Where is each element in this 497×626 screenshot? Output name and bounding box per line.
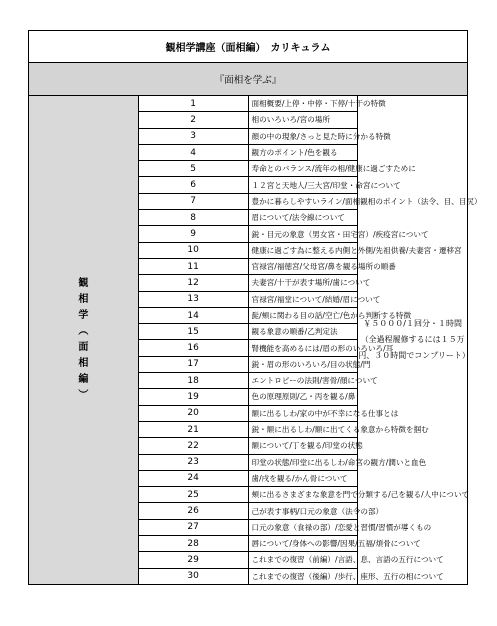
lesson-topic: これまでの復習（前編）/言語、息、言語の五行について [248,552,358,568]
lesson-topic: 官禄宮/福徳宮/父母宮/鼻を観る場所の順番 [248,258,358,274]
curriculum-table [28,30,482,585]
page-title: 観相学講座（面相編） カリキュラム [29,31,468,63]
lesson-number: 9 [138,226,248,242]
lesson-topic: 鋭・眉の形のいろいろ/目の状態/門 [248,356,358,372]
lesson-number: 26 [138,503,248,519]
table-row [29,96,468,112]
lesson-topic: エントロピーの法則/害骨/顔について [248,373,358,389]
lesson-number: 4 [138,144,248,160]
lesson-number: 7 [138,193,248,209]
lesson-topic: 頬に出るさまざまな象意を門で分類する/己を観る/人中について [248,487,358,503]
lesson-number: 29 [138,552,248,568]
lesson-topic: 夫妻宮/十干が表す場所/歯について [248,275,358,291]
lesson-number: 10 [138,242,248,258]
lesson-number: 12 [138,275,248,291]
lesson-topic: 寿命とのバランス/流年の相/健康に過ごすために [248,161,358,177]
lesson-topic: 観る象意の順番/乙判定法 [248,324,358,340]
lesson-topic: これまでの復習（後編）/歩行、座形、五行の相について [248,568,358,584]
lesson-topic: 額について/丁を観る/印堂の状態 [248,438,358,454]
lesson-topic: 印堂の状態/印堂に出るしわ/命宮の観方/潤いと血色 [248,454,358,470]
lesson-topic: 相のいろいろ/宮の場所 [248,112,358,128]
lesson-number: 23 [138,454,248,470]
category-char: ︶ [78,389,89,401]
lesson-topic: 眉について/法令線について [248,210,358,226]
lesson-number: 17 [138,356,248,372]
lesson-number: 13 [138,291,248,307]
lesson-topic: １２宮と天地人/三大宮/印堂・命宮について [248,177,358,193]
lesson-topic: 豊かに暮らしやすいライン/面相観相のポイント（法令、目、目尻） [248,193,358,209]
category-char: 面 [78,341,89,353]
category-char: 学 [78,309,89,321]
lesson-topic: 顔の中の現象/さっと見た時に分かる特徴 [248,128,358,144]
lesson-topic: 額に出るしわ/家の中が不幸になる仕事とは [248,405,358,421]
lesson-topic: 腎機能を高めるには/眉の形のいろいろ/耳 [248,340,358,356]
lesson-topic: 健康に過ごす為に整える内側と外側/先祖供養/夫妻宮・遷移宮 [248,242,358,258]
lesson-number: 22 [138,438,248,454]
lesson-topic: 官禄宮/福堂について/結婚/眉について [248,291,358,307]
lesson-topic: 鋭・目元の象意（男女宮・田宅宮）/疾疫宮について [248,226,358,242]
lesson-number: 8 [138,210,248,226]
lesson-number: 2 [138,112,248,128]
lesson-number: 5 [138,161,248,177]
lesson-number: 16 [138,340,248,356]
lesson-number: 21 [138,421,248,437]
lesson-topic: 口元の象意（食禄の部）/恋愛と習慣/習慣が導くもの [248,519,358,535]
lesson-number: 28 [138,536,248,552]
category-char: ︵ [78,325,89,337]
lesson-number: 14 [138,307,248,323]
category-char: 相 [78,293,89,305]
lesson-number: 1 [138,96,248,112]
category-char: 編 [78,373,89,385]
lesson-number: 6 [138,177,248,193]
lesson-number: 25 [138,487,248,503]
lesson-number: 20 [138,405,248,421]
lesson-number: 3 [138,128,248,144]
category-char: 相 [78,357,89,369]
category-label [29,96,139,585]
title-row [29,31,468,63]
lesson-topic: 己が表す事柄/口元の象意（法令の部） [248,503,358,519]
lesson-topic: 唇について/身体への影響/因果/五福/煩骨について [248,536,358,552]
lesson-topic: 鋭・額に出るしわ/額に出てくる象意から特徴を掴む [248,421,358,437]
price-note: ￥５０００/１回分・１時間（全過程履修するには１５万円、３０時間でコンプリート） [358,96,468,585]
lesson-number: 24 [138,470,248,486]
section-heading: 『面相を学ぶ』 [29,63,468,96]
lesson-number: 30 [138,568,248,584]
category-char: 観 [78,277,89,289]
lesson-number: 27 [138,519,248,535]
lesson-number: 19 [138,389,248,405]
lesson-topic: 観方のポイント/色を観る [248,144,358,160]
lesson-number: 15 [138,324,248,340]
section-row [29,63,468,96]
lesson-topic: 歯/戌を観る/かん骨について [248,470,358,486]
lesson-number: 11 [138,258,248,274]
lesson-topic: 髭/頬に関わる目の話/空亡/色から判断する特徴 [248,307,358,323]
lesson-number: 18 [138,373,248,389]
lesson-topic: 面相概要/上停・中停・下停/十干の特徴 [248,96,358,112]
lesson-topic: 色の原理原則/乙・丙を観る/鼻 [248,389,358,405]
